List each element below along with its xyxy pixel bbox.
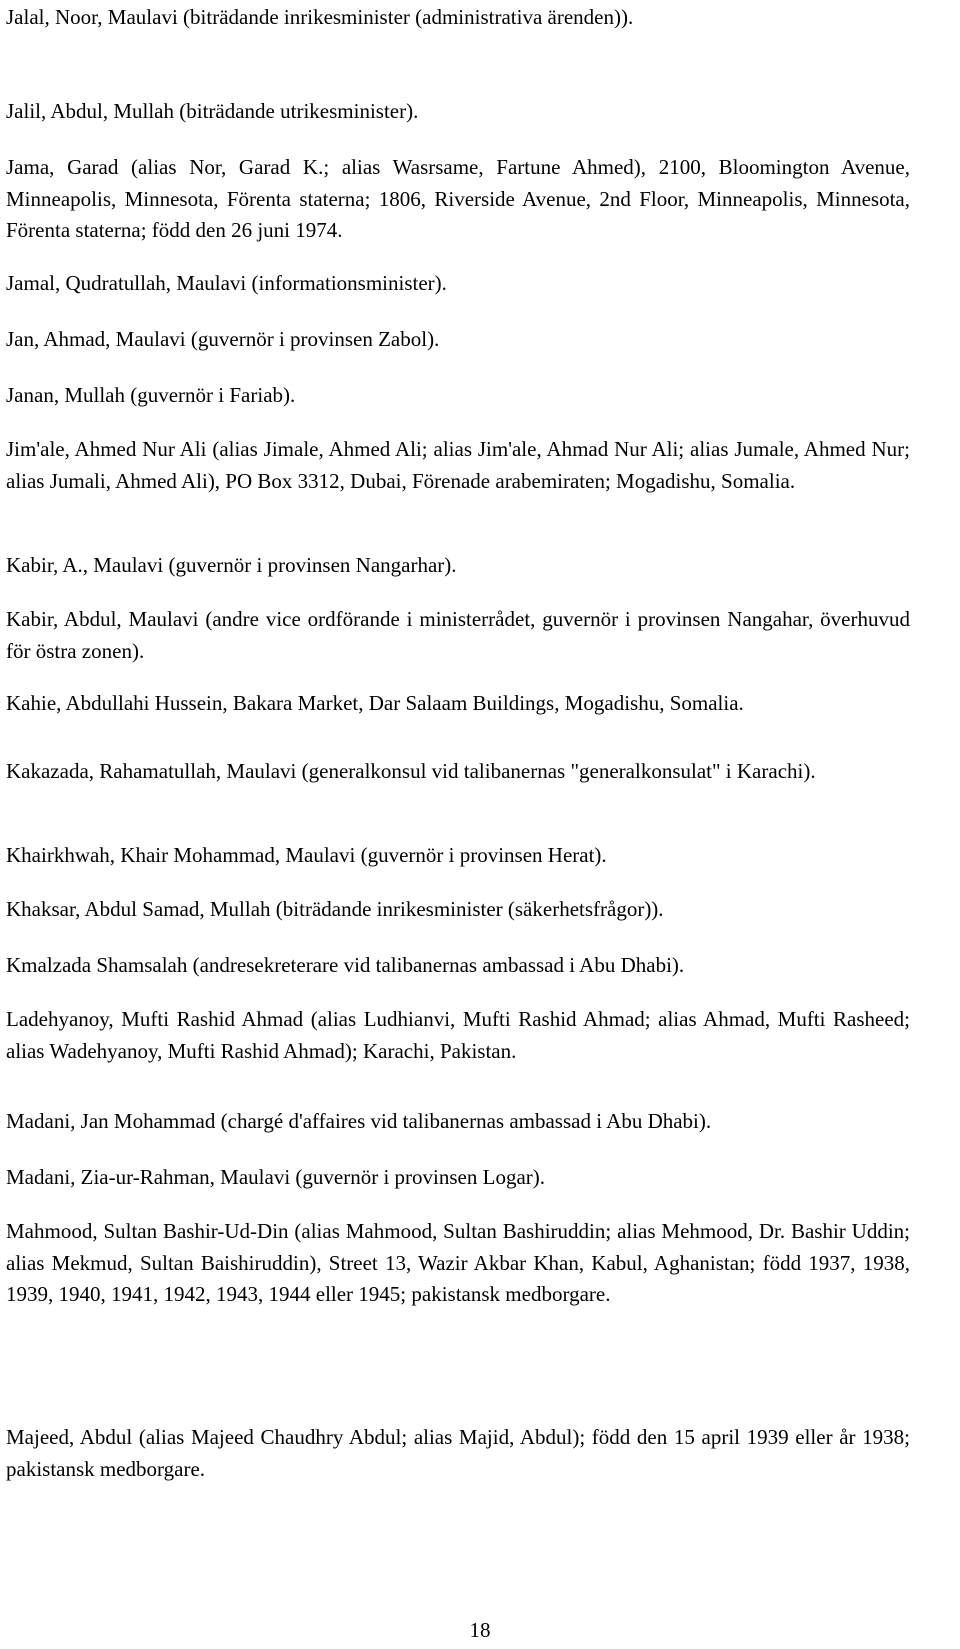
entry-jamal: Jamal, Qudratullah, Maulavi (informationsminister). [6, 271, 447, 295]
entry-janan: Janan, Mullah (guvernör i Fariab). [6, 383, 296, 407]
entry-kabir-abdul: Kabir, Abdul, Maulavi (andre vice ordförande i ministerrådet, guvernör i provinsen Nangahar, överhuvud för östra zonen). [6, 607, 910, 663]
entry-jimale: Jim'ale, Ahmed Nur Ali (alias Jimale, Ahmed Ali; alias Jim'ale, Ahmad Nur Ali; alias Jumale, Ahmed Nur; alias Jumali, Ahmed Ali), PO Box 3312, Dubai, Förenade arabemiraten; Mogadishu, Somalia. [6, 437, 910, 493]
entry-mahmood: Mahmood, Sultan Bashir-Ud-Din (alias Mahmood, Sultan Bashiruddin; alias Mehmood, Dr. Bashir Uddin; alias Mekmud, Sultan Baishiruddin), Street 13, Wazir Akbar Khan, Kabul, Aghanistan; född 1937, 1938, 1939, 1940, 1941, 1942, 1943, 1944 eller 1945; pakistansk medborgare. [6, 1219, 910, 1306]
entry-kahie: Kahie, Abdullahi Hussein, Bakara Market, Dar Salaam Buildings, Mogadishu, Somalia. [6, 691, 744, 715]
entry-ladehyanoy: Ladehyanoy, Mufti Rashid Ahmad (alias Ludhianvi, Mufti Rashid Ahmad; alias Ahmad, Mufti Rasheed; alias Wadehyanoy, Mufti Rashid Ahmad); Karachi, Pakistan. [6, 1007, 910, 1063]
entry-madani-zia: Madani, Zia-ur-Rahman, Maulavi (guvernör i provinsen Logar). [6, 1165, 545, 1189]
entry-kabir-a: Kabir, A., Maulavi (guvernör i provinsen Nangarhar). [6, 553, 457, 577]
entry-madani-jan: Madani, Jan Mohammad (chargé d'affaires vid talibanernas ambassad i Abu Dhabi). [6, 1109, 712, 1133]
entry-kmalzada: Kmalzada Shamsalah (andresekreterare vid talibanernas ambassad i Abu Dhabi). [6, 953, 685, 977]
entry-jan: Jan, Ahmad, Maulavi (guvernör i provinsen Zabol). [6, 327, 440, 351]
entry-jalal: Jalal, Noor, Maulavi (biträdande inrikesminister (administrativa ärenden)). [6, 5, 634, 29]
page-number: 18 [469, 1618, 491, 1642]
entry-kakazada: Kakazada, Rahamatullah, Maulavi (generalkonsul vid talibanernas "generalkonsulat" i Karachi). [6, 759, 816, 783]
entry-khaksar: Khaksar, Abdul Samad, Mullah (biträdande inrikesminister (säkerhetsfrågor)). [6, 897, 664, 921]
entry-majeed: Majeed, Abdul (alias Majeed Chaudhry Abdul; alias Majid, Abdul); född den 15 april 1939 eller år 1938; pakistansk medborgare. [6, 1425, 910, 1481]
entry-khairkhwah: Khairkhwah, Khair Mohammad, Maulavi (guvernör i provinsen Herat). [6, 843, 607, 867]
entry-jama: Jama, Garad (alias Nor, Garad K.; alias Wasrsame, Fartune Ahmed), 2100, Bloomington Avenue, Minneapolis, Minnesota, Förenta staterna; 1806, Riverside Avenue, 2nd Floor, Minneapolis, Minnesota, Förenta staterna; född den 26 juni 1974. [6, 155, 910, 242]
entry-jalil: Jalil, Abdul, Mullah (biträdande utrikesminister). [6, 99, 419, 123]
